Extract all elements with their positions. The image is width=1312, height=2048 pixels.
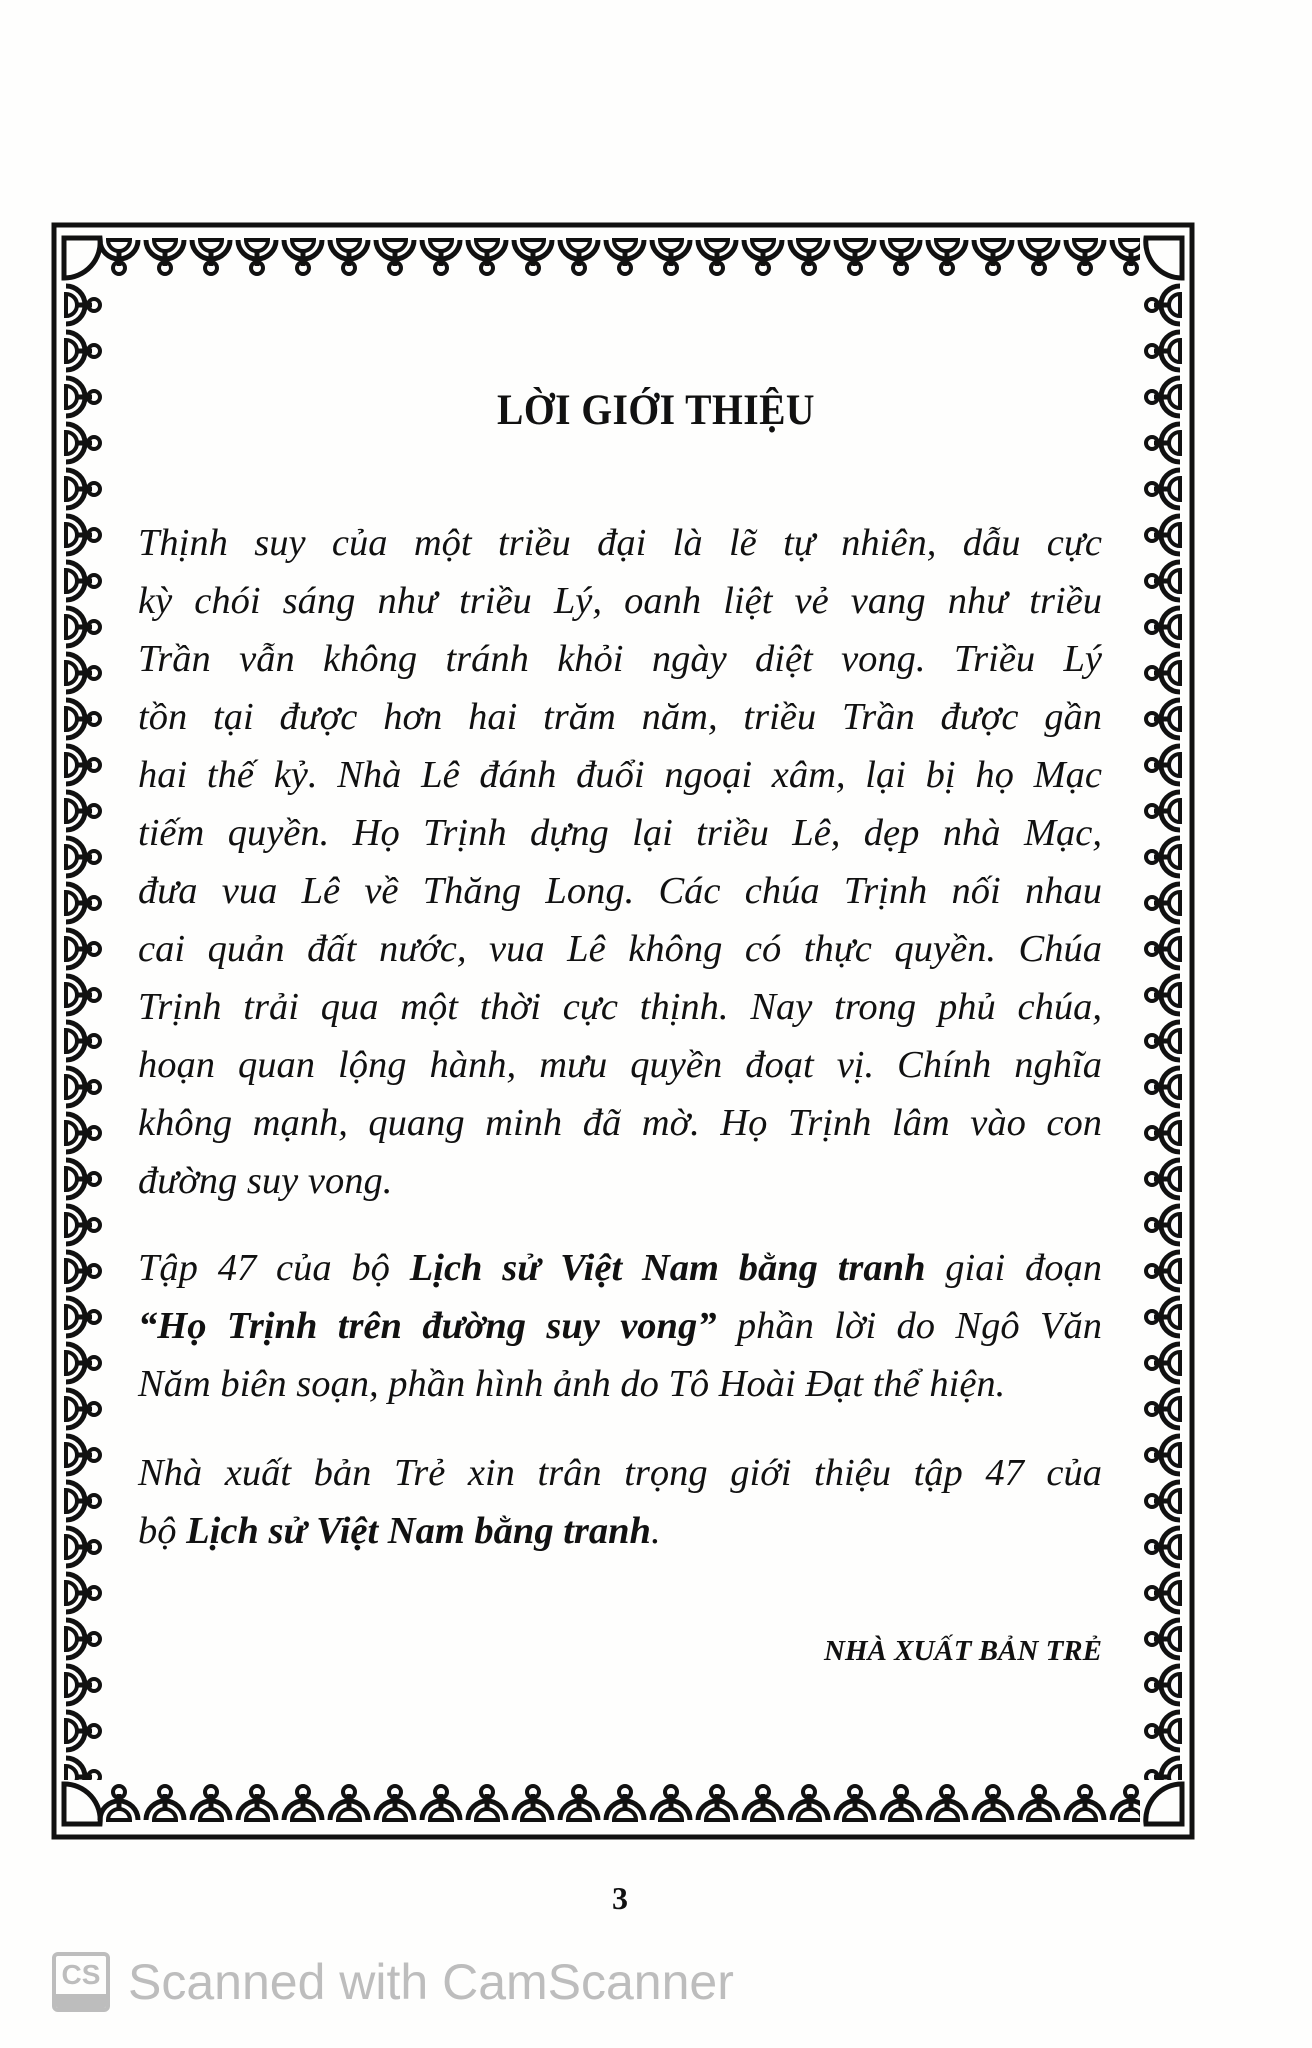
text-line xyxy=(138,1450,1102,1496)
bold-text: Lịch sử Việt Nam bằng tranh xyxy=(186,1510,651,1552)
text-segment: giai đoạn xyxy=(925,1247,1102,1289)
text-segment: tiếm quyền. Họ Trịnh dựng lại triều Lê, dẹp nhà Mạc, xyxy=(138,812,1102,854)
page-number: 3 xyxy=(612,1880,628,1916)
bold-text: Lịch sử Việt Nam bằng tranh xyxy=(409,1247,926,1289)
text-segment: phần lời do Ngô Văn xyxy=(716,1305,1103,1347)
text-segment: hoạn quan lộng hành, mưu quyền đoạt vị. Chính nghĩa xyxy=(138,1044,1102,1086)
text-segment: không mạnh, quang minh đã mờ. Họ Trịnh lâm vào con xyxy=(138,1102,1102,1144)
camscanner-watermark xyxy=(52,1952,734,2012)
text-line xyxy=(138,752,1102,798)
text-line xyxy=(138,578,1102,624)
text-line xyxy=(138,636,1102,682)
text-segment: đường suy vong. xyxy=(138,1160,393,1202)
camscanner-logo-icon: CS xyxy=(52,1952,110,2012)
text-segment: . xyxy=(650,1510,661,1552)
text-line xyxy=(138,1158,1102,1204)
text-line xyxy=(138,1245,1102,1291)
text-segment: Trịnh trải qua một thời cực thịnh. Nay trong phủ chúa, xyxy=(138,986,1102,1028)
text-line xyxy=(138,984,1102,1030)
text-line xyxy=(138,1100,1102,1146)
text-segment: bộ xyxy=(138,1510,187,1552)
text-line xyxy=(138,1042,1102,1088)
text-segment: Năm biên soạn, phần hình ảnh do Tô Hoài Đạt thể hiện. xyxy=(138,1363,1006,1405)
text-segment: hai thế kỷ. Nhà Lê đánh đuổi ngoại xâm, lại bị họ Mạc xyxy=(138,754,1102,796)
text-segment: kỳ chói sáng như triều Lý, oanh liệt vẻ vang như triều xyxy=(138,580,1102,622)
publisher-signature: NHÀ XUẤT BẢN TRẺ xyxy=(824,1635,1102,1667)
text-line xyxy=(138,1361,1102,1407)
text-line xyxy=(138,1508,1102,1554)
text-segment: Nhà xuất bản Trẻ xin trân trọng giới thiệu tập 47 của xyxy=(138,1452,1102,1494)
text-segment: Trần vẫn không tránh khỏi ngày diệt vong. Triều Lý xyxy=(138,638,1102,680)
text-line xyxy=(138,926,1102,972)
text-segment: tồn tại được hơn hai trăm năm, triều Trần được gần xyxy=(138,696,1102,738)
page-title: LỜI GIỚI THIỆU xyxy=(497,387,815,434)
text-segment: đưa vua Lê về Thăng Long. Các chúa Trịnh nối nhau xyxy=(138,870,1102,912)
text-line xyxy=(138,694,1102,740)
text-line xyxy=(138,520,1102,566)
text-line xyxy=(138,810,1102,856)
text-segment: Thịnh suy của một triều đại là lẽ tự nhiên, dẫu cực xyxy=(138,522,1102,564)
text-segment: Tập 47 của bộ xyxy=(138,1247,410,1289)
text-segment: cai quản đất nước, vua Lê không có thực quyền. Chúa xyxy=(138,928,1102,970)
bold-text: “Họ Trịnh trên đường suy vong” xyxy=(138,1305,717,1347)
text-line xyxy=(138,1303,1102,1349)
text-line xyxy=(138,868,1102,914)
watermark-text: Scanned with CamScanner xyxy=(128,1954,734,2010)
